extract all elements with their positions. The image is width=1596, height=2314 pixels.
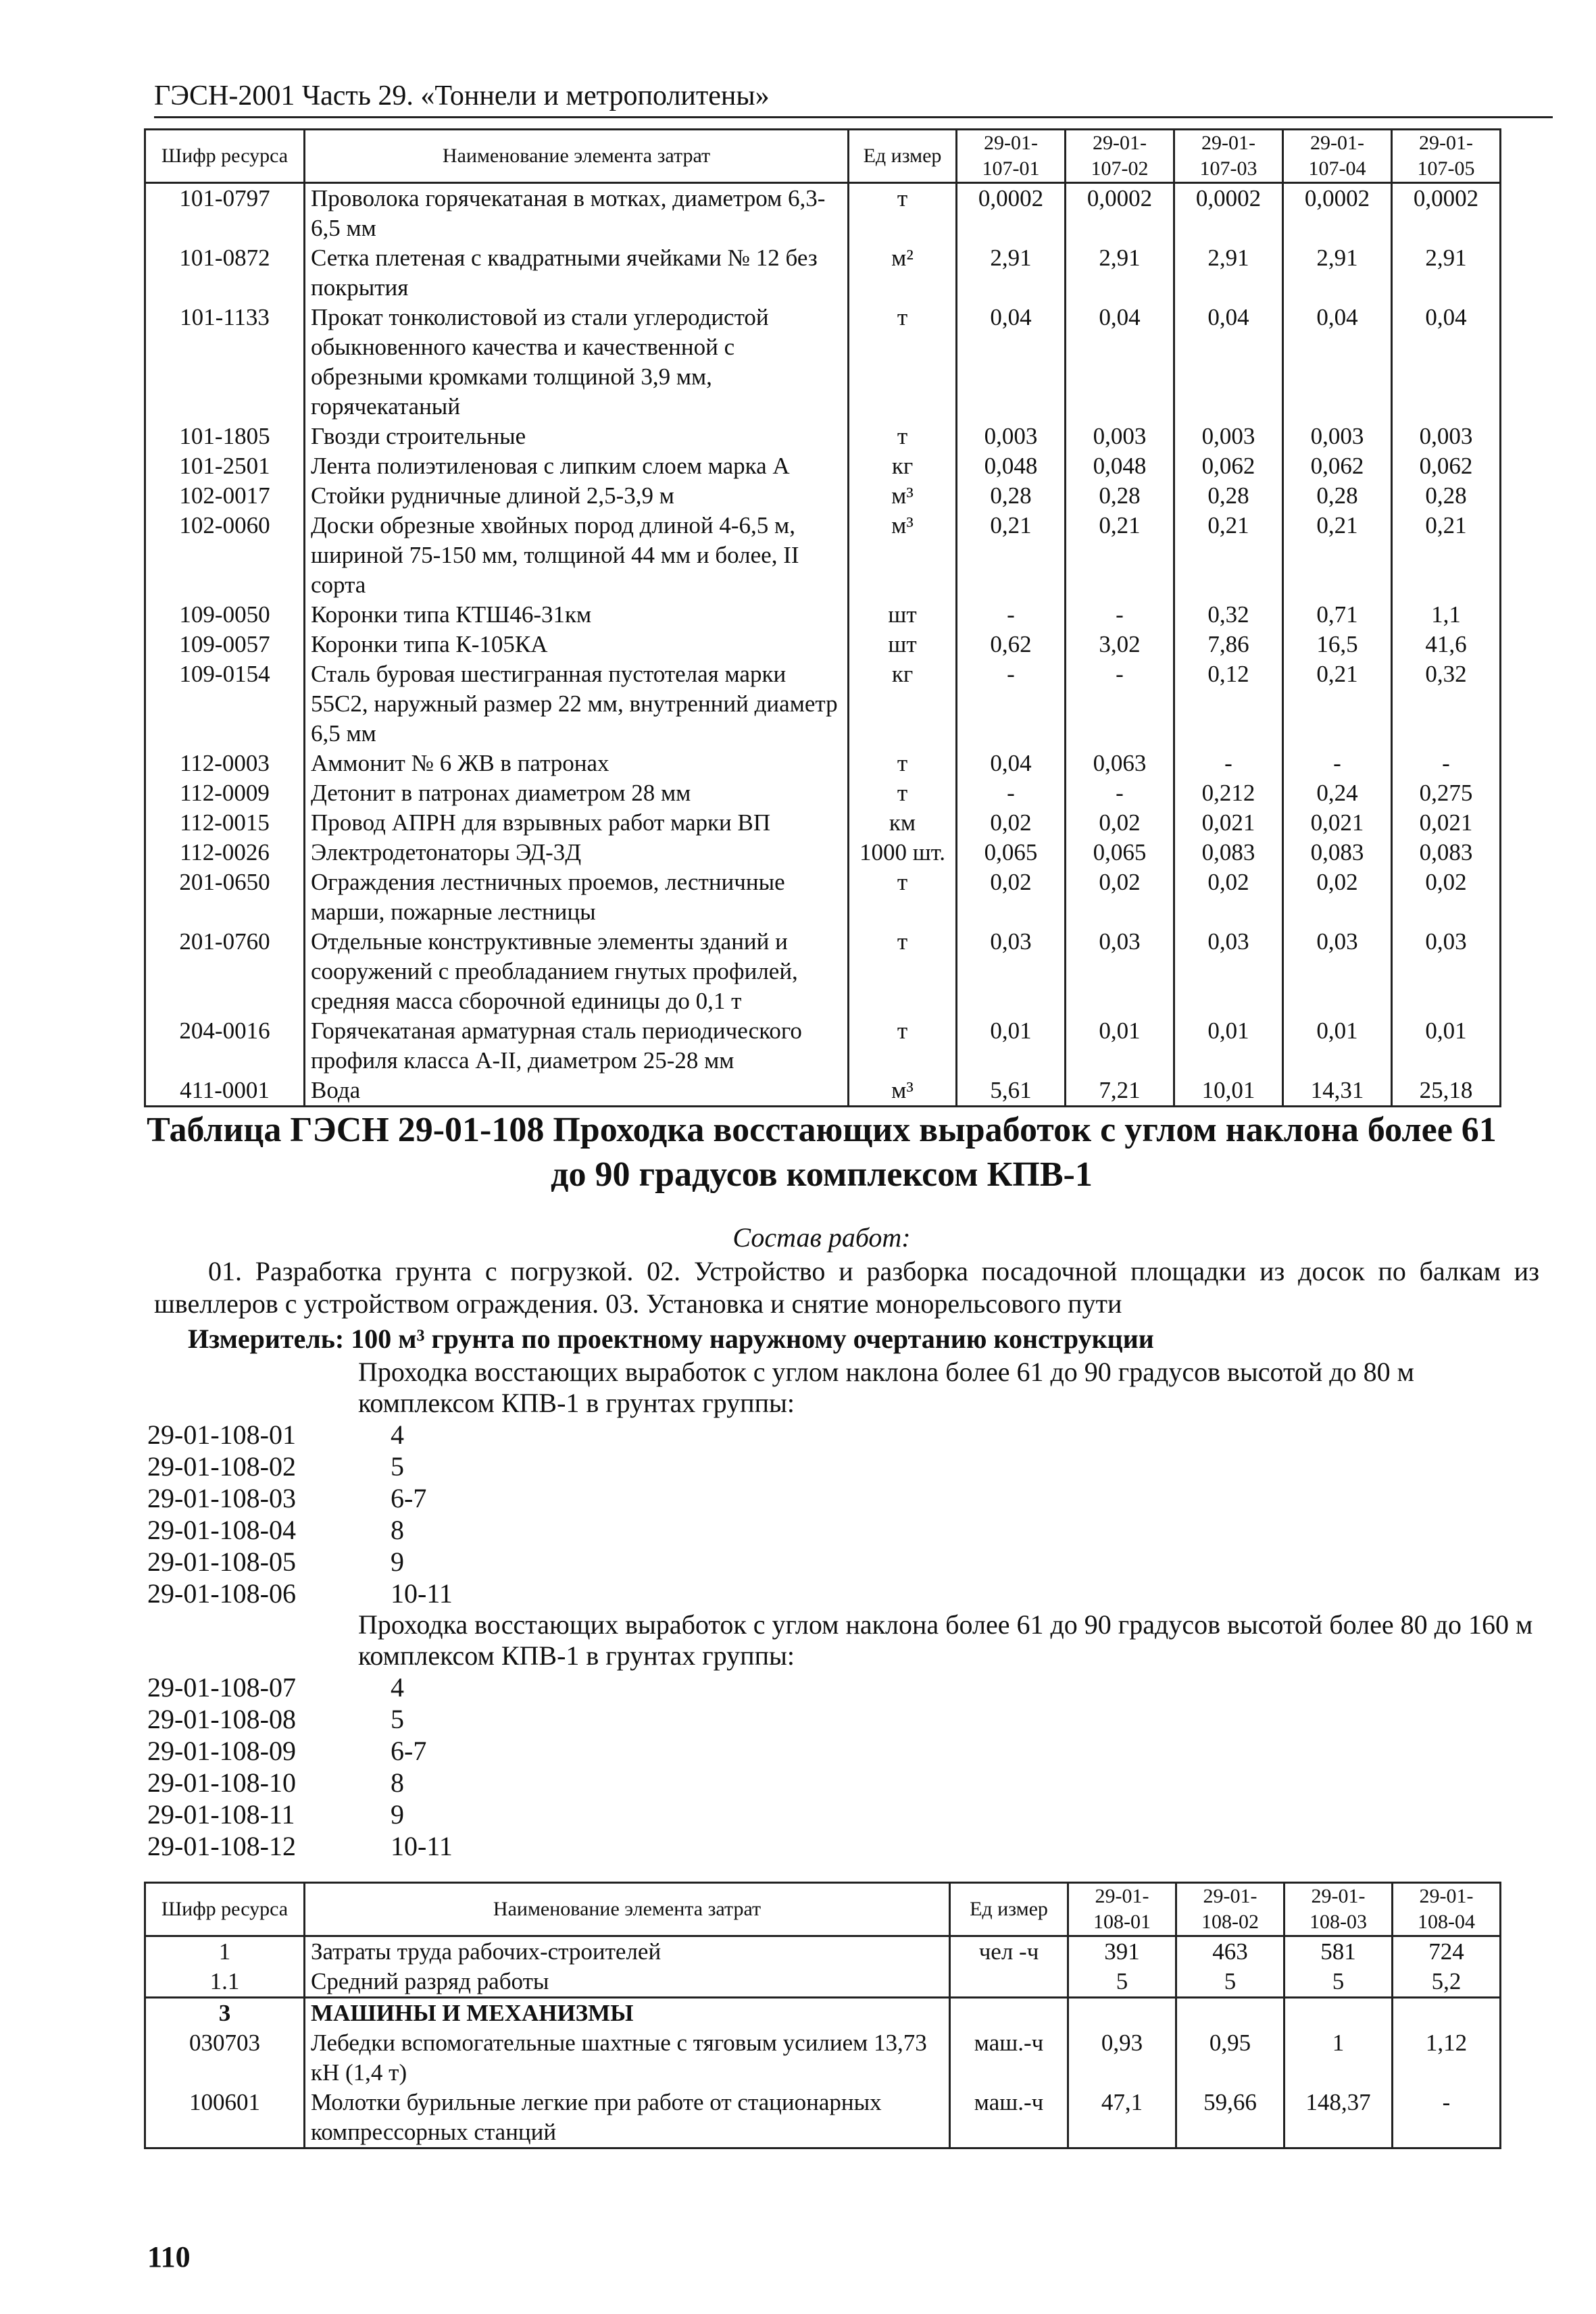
resource-name: Провод АПРН для взрывных работ марки ВП bbox=[305, 808, 849, 838]
resource-code: 102-0060 bbox=[145, 511, 305, 600]
resource-value: 5,61 bbox=[957, 1076, 1066, 1107]
resource-value: 59,66 bbox=[1176, 2088, 1285, 2148]
header-name: Наименование элемента затрат bbox=[305, 130, 849, 183]
code-row bbox=[147, 1703, 453, 1735]
resource-code: 3 bbox=[145, 1998, 305, 2029]
resource-value: 0,04 bbox=[1174, 303, 1283, 422]
norm-code: 29-01-108-09 bbox=[147, 1736, 296, 1766]
resource-code: 201-0760 bbox=[145, 927, 305, 1016]
header-col: 29-01- 108-03 bbox=[1285, 1883, 1393, 1936]
resource-code: 109-0050 bbox=[145, 600, 305, 630]
resource-value: 0,003 bbox=[1174, 422, 1283, 451]
group2-intro: Проходка восстающих выработок с углом наклона более 61 до 90 градусов высотой более 80 до 160 м комплексом КПВ-1 в грунтах группы: bbox=[358, 1609, 1533, 1671]
resource-name: Детонит в патронах диаметром 28 мм bbox=[305, 778, 849, 808]
resource-value: 0,02 bbox=[957, 808, 1066, 838]
norm-code: 29-01-108-11 bbox=[147, 1799, 295, 1830]
code-row bbox=[147, 1546, 453, 1578]
table-header-row bbox=[145, 130, 1501, 183]
group1-codes bbox=[147, 1419, 453, 1609]
page-header: ГЭСН-2001 Часть 29. «Тоннели и метрополитены» bbox=[154, 80, 1553, 118]
resource-value: 41,6 bbox=[1392, 630, 1501, 659]
soil-group: 5 bbox=[391, 1704, 404, 1734]
resource-code: 201-0650 bbox=[145, 867, 305, 927]
table-row bbox=[145, 1998, 1501, 2029]
resource-unit: т bbox=[849, 183, 957, 244]
resource-value: 0,04 bbox=[1283, 303, 1392, 422]
code-row bbox=[147, 1671, 453, 1703]
resource-value: 16,5 bbox=[1283, 630, 1392, 659]
table-row bbox=[145, 778, 1501, 808]
soil-group: 6-7 bbox=[391, 1736, 427, 1766]
table-row bbox=[145, 838, 1501, 867]
resource-code: 101-0797 bbox=[145, 183, 305, 244]
resource-value: 7,86 bbox=[1174, 630, 1283, 659]
table-row bbox=[145, 630, 1501, 659]
resource-value: 1,12 bbox=[1393, 2028, 1501, 2088]
resource-value: 0,95 bbox=[1176, 2028, 1285, 2088]
header-col: 29-01- 107-03 bbox=[1174, 130, 1283, 183]
resource-value: 0,01 bbox=[957, 1016, 1066, 1076]
resource-value: - bbox=[1066, 659, 1174, 749]
resource-value: 0,04 bbox=[1066, 303, 1174, 422]
resource-value: 0,93 bbox=[1068, 2028, 1176, 2088]
resource-unit: м³ bbox=[849, 511, 957, 600]
resource-value: - bbox=[1174, 749, 1283, 778]
table-row bbox=[145, 1076, 1501, 1107]
norm-code: 29-01-108-02 bbox=[147, 1451, 296, 1482]
resource-unit: т bbox=[849, 927, 957, 1016]
resource-code: 101-1805 bbox=[145, 422, 305, 451]
composition-heading: Состав работ: bbox=[732, 1222, 911, 1253]
resource-value: 0,0002 bbox=[957, 183, 1066, 244]
resource-value: 0,003 bbox=[1283, 422, 1392, 451]
resource-value: 0,21 bbox=[957, 511, 1066, 600]
resource-value: 0,24 bbox=[1283, 778, 1392, 808]
resource-value: 0,0002 bbox=[1392, 183, 1501, 244]
resource-value: 3,02 bbox=[1066, 630, 1174, 659]
resource-unit: шт bbox=[849, 600, 957, 630]
norm-code: 29-01-108-07 bbox=[147, 1672, 296, 1703]
table-row bbox=[145, 1936, 1501, 1967]
resource-value: 0,048 bbox=[1066, 451, 1174, 481]
code-row bbox=[147, 1419, 453, 1451]
resource-value: 0,28 bbox=[1392, 481, 1501, 511]
norm-code: 29-01-108-04 bbox=[147, 1515, 296, 1545]
norm-code: 29-01-108-03 bbox=[147, 1483, 296, 1513]
resource-value: 1,1 bbox=[1392, 600, 1501, 630]
resource-value: 0,02 bbox=[1066, 867, 1174, 927]
table-row bbox=[145, 2028, 1501, 2088]
resource-name: Аммонит № 6 ЖВ в патронах bbox=[305, 749, 849, 778]
resource-value: 0,065 bbox=[957, 838, 1066, 867]
resource-name: Доски обрезные хвойных пород длиной 4-6,5 м, шириной 75-150 мм, толщиной 44 мм и более, II сорта bbox=[305, 511, 849, 600]
resource-code: 100601 bbox=[145, 2088, 305, 2148]
resource-value: 0,083 bbox=[1283, 838, 1392, 867]
resource-value: 2,91 bbox=[1392, 243, 1501, 303]
table-row bbox=[145, 511, 1501, 600]
resource-value: 0,02 bbox=[1066, 808, 1174, 838]
resource-value: 5 bbox=[1176, 1967, 1285, 1998]
table-row bbox=[145, 600, 1501, 630]
resource-unit: т bbox=[849, 867, 957, 927]
resource-code: 1 bbox=[145, 1936, 305, 1967]
resource-code: 109-0154 bbox=[145, 659, 305, 749]
resource-name: Сетка плетеная с квадратными ячейками № 12 без покрытия bbox=[305, 243, 849, 303]
table-title: Таблица ГЭСН 29-01-108 Проходка восстающих выработок с углом наклона более 61 до 90 градусов комплексом КПВ-1 bbox=[147, 1111, 1497, 1194]
resource-table-108 bbox=[144, 1882, 1501, 2149]
resource-code: 102-0017 bbox=[145, 481, 305, 511]
resource-value: 0,03 bbox=[957, 927, 1066, 1016]
resource-value: 7,21 bbox=[1066, 1076, 1174, 1107]
table-row bbox=[145, 1967, 1501, 1998]
resource-name: Лента полиэтиленовая с липким слоем марка А bbox=[305, 451, 849, 481]
resource-name: Затраты труда рабочих-строителей bbox=[305, 1936, 950, 1967]
resource-name: Проволока горячекатаная в мотках, диаметром 6,3-6,5 мм bbox=[305, 183, 849, 244]
resource-value: 0,28 bbox=[1066, 481, 1174, 511]
table-row bbox=[145, 303, 1501, 422]
resource-value: 0,065 bbox=[1066, 838, 1174, 867]
norm-code: 29-01-108-08 bbox=[147, 1704, 296, 1734]
resource-unit: т bbox=[849, 749, 957, 778]
resource-value: 391 bbox=[1068, 1936, 1176, 1967]
resource-name: Сталь буровая шестигранная пустотелая марки 55С2, наружный размер 22 мм, внутренний диаметр 6,5 мм bbox=[305, 659, 849, 749]
resource-unit: м³ bbox=[849, 1076, 957, 1107]
resource-value: 0,062 bbox=[1392, 451, 1501, 481]
resource-value: 0,32 bbox=[1392, 659, 1501, 749]
soil-group: 5 bbox=[391, 1451, 404, 1482]
code-row bbox=[147, 1735, 453, 1767]
resource-value: 0,71 bbox=[1283, 600, 1392, 630]
resource-unit: кг bbox=[849, 659, 957, 749]
resource-name: Коронки типа КТШ46-31км bbox=[305, 600, 849, 630]
table-row bbox=[145, 659, 1501, 749]
table-row bbox=[145, 422, 1501, 451]
resource-unit: м³ bbox=[849, 481, 957, 511]
resource-unit bbox=[950, 1967, 1068, 1998]
resource-code: 101-2501 bbox=[145, 451, 305, 481]
resource-unit: т bbox=[849, 422, 957, 451]
resource-value: - bbox=[1066, 778, 1174, 808]
resource-value: - bbox=[1283, 749, 1392, 778]
header-code: Шифр ресурса bbox=[145, 1883, 305, 1936]
norm-code: 29-01-108-06 bbox=[147, 1578, 296, 1609]
resource-code: 204-0016 bbox=[145, 1016, 305, 1076]
resource-code: 101-0872 bbox=[145, 243, 305, 303]
resource-table-107 bbox=[144, 128, 1501, 1107]
resource-value: 0,003 bbox=[957, 422, 1066, 451]
resource-code: 112-0003 bbox=[145, 749, 305, 778]
resource-value: 47,1 bbox=[1068, 2088, 1176, 2148]
resource-value: 0,12 bbox=[1174, 659, 1283, 749]
page-number: 110 bbox=[147, 2240, 191, 2273]
resource-value: 0,03 bbox=[1392, 927, 1501, 1016]
resource-value: 0,275 bbox=[1392, 778, 1501, 808]
resource-value: 0,01 bbox=[1066, 1016, 1174, 1076]
resource-value: 0,03 bbox=[1066, 927, 1174, 1016]
resource-value: 0,01 bbox=[1283, 1016, 1392, 1076]
resource-code: 112-0015 bbox=[145, 808, 305, 838]
header-col: 29-01- 107-02 bbox=[1066, 130, 1174, 183]
resource-unit: т bbox=[849, 1016, 957, 1076]
table-row bbox=[145, 183, 1501, 244]
resource-value: 2,91 bbox=[1283, 243, 1392, 303]
soil-group: 8 bbox=[391, 1767, 404, 1798]
code-row bbox=[147, 1482, 453, 1514]
resource-value: 1 bbox=[1285, 2028, 1393, 2088]
resource-value: 0,003 bbox=[1066, 422, 1174, 451]
table-row bbox=[145, 481, 1501, 511]
resource-code: 1.1 bbox=[145, 1967, 305, 1998]
norm-code: 29-01-108-12 bbox=[147, 1831, 296, 1861]
resource-value: 0,04 bbox=[957, 303, 1066, 422]
resource-value: 0,21 bbox=[1066, 511, 1174, 600]
norm-code: 29-01-108-05 bbox=[147, 1546, 296, 1577]
resource-value: - bbox=[1392, 749, 1501, 778]
resource-name: Молотки бурильные легкие при работе от стационарных компрессорных станций bbox=[305, 2088, 950, 2148]
table-row bbox=[145, 243, 1501, 303]
group2-codes bbox=[147, 1671, 453, 1862]
resource-unit: км bbox=[849, 808, 957, 838]
table-row bbox=[145, 749, 1501, 778]
resource-value: 5,2 bbox=[1393, 1967, 1501, 1998]
header-col: 29-01- 107-01 bbox=[957, 130, 1066, 183]
resource-value: 0,28 bbox=[1283, 481, 1392, 511]
soil-group: 4 bbox=[391, 1419, 404, 1450]
soil-group: 9 bbox=[391, 1799, 404, 1830]
norm-code: 29-01-108-10 bbox=[147, 1767, 296, 1798]
header-col: 29-01- 107-04 bbox=[1283, 130, 1392, 183]
code-row bbox=[147, 1830, 453, 1862]
resource-value: 0,021 bbox=[1174, 808, 1283, 838]
resource-value: 0,01 bbox=[1174, 1016, 1283, 1076]
soil-group: 8 bbox=[391, 1515, 404, 1545]
resource-value: 0,0002 bbox=[1174, 183, 1283, 244]
resource-value: 463 bbox=[1176, 1936, 1285, 1967]
resource-unit: маш.-ч bbox=[950, 2088, 1068, 2148]
resource-value: 0,04 bbox=[957, 749, 1066, 778]
resource-value: 0,04 bbox=[1392, 303, 1501, 422]
composition-text: 01. Разработка грунта с погрузкой. 02. Устройство и разборка посадочной площадки из досок по балкам из швеллеров с устройством ограждения. 03. Установка и снятие монорельсового пути bbox=[154, 1256, 1539, 1319]
resource-code: 112-0026 bbox=[145, 838, 305, 867]
soil-group: 10-11 bbox=[391, 1578, 453, 1609]
header-col: 29-01- 107-05 bbox=[1392, 130, 1501, 183]
measure-line: Измеритель: 100 м³ грунта по проектному наружному очертанию конструкции bbox=[188, 1324, 1154, 1354]
resource-value: 0,048 bbox=[957, 451, 1066, 481]
resource-value: 0,02 bbox=[1392, 867, 1501, 927]
soil-group: 9 bbox=[391, 1546, 404, 1577]
soil-group: 6-7 bbox=[391, 1483, 427, 1513]
resource-name: Электродетонаторы ЭД-3Д bbox=[305, 838, 849, 867]
resource-value: 0,21 bbox=[1392, 511, 1501, 600]
resource-value: 5 bbox=[1285, 1967, 1393, 1998]
resource-name: МАШИНЫ И МЕХАНИЗМЫ bbox=[305, 1998, 950, 2029]
resource-value: 0,02 bbox=[957, 867, 1066, 927]
resource-unit: маш.-ч bbox=[950, 2028, 1068, 2088]
resource-value: 581 bbox=[1285, 1936, 1393, 1967]
resource-name: Вода bbox=[305, 1076, 849, 1107]
resource-value: - bbox=[957, 600, 1066, 630]
code-row bbox=[147, 1578, 453, 1609]
resource-value: 0,02 bbox=[1283, 867, 1392, 927]
table-row bbox=[145, 867, 1501, 927]
table-row bbox=[145, 927, 1501, 1016]
header-col: 29-01- 108-02 bbox=[1176, 1883, 1285, 1936]
resource-name: Отдельные конструктивные элементы зданий и сооружений с преобладанием гнутых профилей, средняя масса сборочной единицы до 0,1 т bbox=[305, 927, 849, 1016]
table-header-row bbox=[145, 1883, 1501, 1936]
resource-unit: чел -ч bbox=[950, 1936, 1068, 1967]
soil-group: 10-11 bbox=[391, 1831, 453, 1861]
header-unit: Ед измер bbox=[950, 1883, 1068, 1936]
resource-unit: т bbox=[849, 303, 957, 422]
resource-value: 5 bbox=[1068, 1967, 1176, 1998]
resource-value: 0,063 bbox=[1066, 749, 1174, 778]
resource-value: 0,062 bbox=[1174, 451, 1283, 481]
resource-value: - bbox=[957, 659, 1066, 749]
resource-value: 0,32 bbox=[1174, 600, 1283, 630]
resource-value: 0,62 bbox=[957, 630, 1066, 659]
resource-value: 0,01 bbox=[1392, 1016, 1501, 1076]
resource-value: 0,212 bbox=[1174, 778, 1283, 808]
resource-name: Прокат тонколистовой из стали углеродистой обыкновенного качества и качественной с обрезными кромками толщиной 3,9 мм, горячекатаный bbox=[305, 303, 849, 422]
resource-value: 0,28 bbox=[957, 481, 1066, 511]
resource-code: 101-1133 bbox=[145, 303, 305, 422]
resource-unit: кг bbox=[849, 451, 957, 481]
soil-group: 4 bbox=[391, 1672, 404, 1703]
table-row bbox=[145, 1016, 1501, 1076]
group1-intro: Проходка восстающих выработок с углом наклона более 61 до 90 градусов высотой до 80 м комплексом КПВ-1 в грунтах группы: bbox=[358, 1357, 1414, 1418]
resource-value: 2,91 bbox=[957, 243, 1066, 303]
resource-value: 0,28 bbox=[1174, 481, 1283, 511]
resource-value: 2,91 bbox=[1066, 243, 1174, 303]
resource-value: 0,0002 bbox=[1283, 183, 1392, 244]
resource-value: - bbox=[1393, 2088, 1501, 2148]
header-col: 29-01- 108-04 bbox=[1393, 1883, 1501, 1936]
code-row bbox=[147, 1451, 453, 1482]
header-unit: Ед измер bbox=[849, 130, 957, 183]
resource-value: 0,03 bbox=[1174, 927, 1283, 1016]
resource-value: 0,021 bbox=[1392, 808, 1501, 838]
resource-value: 0,03 bbox=[1283, 927, 1392, 1016]
header-name: Наименование элемента затрат bbox=[305, 1883, 950, 1936]
resource-name: Гвозди строительные bbox=[305, 422, 849, 451]
resource-value: 0,21 bbox=[1174, 511, 1283, 600]
resource-name: Стойки рудничные длиной 2,5-3,9 м bbox=[305, 481, 849, 511]
norm-code: 29-01-108-01 bbox=[147, 1419, 296, 1450]
code-row bbox=[147, 1514, 453, 1546]
resource-value: 10,01 bbox=[1174, 1076, 1283, 1107]
resource-value bbox=[1068, 1998, 1176, 2029]
resource-value: 0,21 bbox=[1283, 659, 1392, 749]
resource-value: 0,21 bbox=[1283, 511, 1392, 600]
resource-value: 0,083 bbox=[1174, 838, 1283, 867]
resource-code: 030703 bbox=[145, 2028, 305, 2088]
resource-unit: т bbox=[849, 778, 957, 808]
table-row bbox=[145, 451, 1501, 481]
table-row bbox=[145, 2088, 1501, 2148]
resource-value bbox=[1176, 1998, 1285, 2029]
resource-value: 724 bbox=[1393, 1936, 1501, 1967]
resource-name: Коронки типа К-105КА bbox=[305, 630, 849, 659]
table-row bbox=[145, 808, 1501, 838]
resource-unit: м² bbox=[849, 243, 957, 303]
resource-value: - bbox=[957, 778, 1066, 808]
resource-value bbox=[1393, 1998, 1501, 2029]
resource-value: 0,021 bbox=[1283, 808, 1392, 838]
resource-name: Горячекатаная арматурная сталь периодического профиля класса А-II, диаметром 25-28 мм bbox=[305, 1016, 849, 1076]
resource-name: Лебедки вспомогательные шахтные с тяговым усилием 13,73 кН (1,4 т) bbox=[305, 2028, 950, 2088]
resource-value: 0,062 bbox=[1283, 451, 1392, 481]
resource-value: 0,003 bbox=[1392, 422, 1501, 451]
resource-value bbox=[1285, 1998, 1393, 2029]
resource-value: 148,37 bbox=[1285, 2088, 1393, 2148]
resource-name: Средний разряд работы bbox=[305, 1967, 950, 1998]
resource-value: 2,91 bbox=[1174, 243, 1283, 303]
resource-name: Ограждения лестничных проемов, лестничные марши, пожарные лестницы bbox=[305, 867, 849, 927]
resource-value: 0,0002 bbox=[1066, 183, 1174, 244]
code-row bbox=[147, 1767, 453, 1799]
header-col: 29-01- 108-01 bbox=[1068, 1883, 1176, 1936]
resource-value: - bbox=[1066, 600, 1174, 630]
resource-unit: шт bbox=[849, 630, 957, 659]
header-code: Шифр ресурса bbox=[145, 130, 305, 183]
resource-value: 25,18 bbox=[1392, 1076, 1501, 1107]
resource-code: 112-0009 bbox=[145, 778, 305, 808]
resource-code: 109-0057 bbox=[145, 630, 305, 659]
resource-value: 14,31 bbox=[1283, 1076, 1392, 1107]
code-row bbox=[147, 1799, 453, 1830]
resource-unit bbox=[950, 1998, 1068, 2029]
resource-unit: 1000 шт. bbox=[849, 838, 957, 867]
resource-value: 0,02 bbox=[1174, 867, 1283, 927]
resource-code: 411-0001 bbox=[145, 1076, 305, 1107]
resource-value: 0,083 bbox=[1392, 838, 1501, 867]
